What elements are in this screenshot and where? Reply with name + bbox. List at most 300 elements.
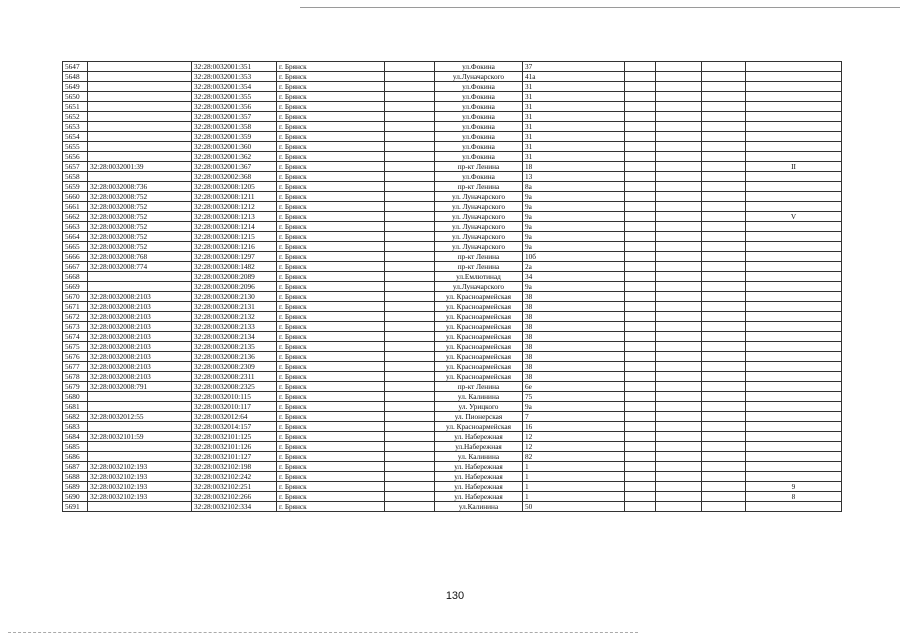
object-number-cell: 32:28:0032001:355 — [192, 92, 277, 102]
row-number-cell: 5663 — [63, 222, 88, 232]
house-number-cell: 13 — [523, 172, 625, 182]
row-number-cell: 5656 — [63, 152, 88, 162]
extra-cell-c — [702, 82, 746, 92]
street-cell: ул.Фокина — [435, 92, 523, 102]
house-number-cell: 41а — [523, 72, 625, 82]
city-cell: г. Брянск — [277, 132, 385, 142]
parcel-number-cell: 32:28:0032008:2103 — [88, 362, 192, 372]
note-cell — [746, 302, 842, 312]
blank-cell — [385, 242, 435, 252]
note-cell — [746, 102, 842, 112]
extra-cell-b — [656, 92, 702, 102]
extra-cell-c — [702, 272, 746, 282]
note-cell — [746, 362, 842, 372]
row-number-cell: 5685 — [63, 442, 88, 452]
parcel-number-cell: 32:28:0032008:2103 — [88, 352, 192, 362]
street-cell: ул.Емлютинад — [435, 272, 523, 282]
note-cell — [746, 172, 842, 182]
table-row — [63, 492, 842, 502]
house-number-cell: 2а — [523, 262, 625, 272]
parcel-number-cell: 32:28:0032008:2103 — [88, 322, 192, 332]
note-cell: II — [746, 162, 842, 172]
note-cell — [746, 242, 842, 252]
extra-cell-b — [656, 102, 702, 112]
city-cell: г. Брянск — [277, 422, 385, 432]
table-row — [63, 122, 842, 132]
extra-cell-b — [656, 232, 702, 242]
table-row — [63, 452, 842, 462]
street-cell: ул. Набережная — [435, 462, 523, 472]
city-cell: г. Брянск — [277, 272, 385, 282]
street-cell: ул. Красноармейская — [435, 422, 523, 432]
extra-cell-a — [625, 332, 656, 342]
house-number-cell: 31 — [523, 132, 625, 142]
row-number-cell: 5664 — [63, 232, 88, 242]
note-cell: 8 — [746, 492, 842, 502]
street-cell: ул. Набережная — [435, 482, 523, 492]
house-number-cell: 31 — [523, 142, 625, 152]
street-cell: ул.Фокина — [435, 122, 523, 132]
extra-cell-c — [702, 462, 746, 472]
extra-cell-a — [625, 322, 656, 332]
registry-body — [63, 62, 842, 512]
parcel-number-cell: 32:28:0032008:2103 — [88, 302, 192, 312]
house-number-cell: 31 — [523, 152, 625, 162]
parcel-number-cell — [88, 72, 192, 82]
street-cell: пр-кт Ленина — [435, 182, 523, 192]
table-row — [63, 192, 842, 202]
city-cell: г. Брянск — [277, 212, 385, 222]
extra-cell-a — [625, 492, 656, 502]
extra-cell-b — [656, 442, 702, 452]
street-cell: ул. Красноармейская — [435, 362, 523, 372]
extra-cell-c — [702, 222, 746, 232]
object-number-cell: 32:28:0032101:126 — [192, 442, 277, 452]
extra-cell-c — [702, 132, 746, 142]
city-cell: г. Брянск — [277, 222, 385, 232]
street-cell: ул.Фокина — [435, 82, 523, 92]
extra-cell-c — [702, 162, 746, 172]
note-cell — [746, 82, 842, 92]
city-cell: г. Брянск — [277, 372, 385, 382]
extra-cell-b — [656, 282, 702, 292]
street-cell: ул. Луначарского — [435, 242, 523, 252]
extra-cell-a — [625, 502, 656, 512]
blank-cell — [385, 272, 435, 282]
house-number-cell: 9а — [523, 282, 625, 292]
extra-cell-b — [656, 462, 702, 472]
house-number-cell: 38 — [523, 322, 625, 332]
table-row — [63, 142, 842, 152]
parcel-number-cell: 32:28:0032001:39 — [88, 162, 192, 172]
note-cell — [746, 372, 842, 382]
row-number-cell: 5661 — [63, 202, 88, 212]
blank-cell — [385, 72, 435, 82]
extra-cell-c — [702, 312, 746, 322]
city-cell: г. Брянск — [277, 162, 385, 172]
row-number-cell: 5683 — [63, 422, 88, 432]
house-number-cell: 31 — [523, 82, 625, 92]
extra-cell-a — [625, 212, 656, 222]
parcel-number-cell: 32:28:0032102:193 — [88, 472, 192, 482]
street-cell: ул.Луначарского — [435, 282, 523, 292]
table-row — [63, 302, 842, 312]
page-number: 130 — [445, 590, 465, 602]
extra-cell-c — [702, 472, 746, 482]
house-number-cell: 9а — [523, 222, 625, 232]
house-number-cell: 1 — [523, 492, 625, 502]
note-cell — [746, 62, 842, 72]
city-cell: г. Брянск — [277, 492, 385, 502]
table-row — [63, 222, 842, 232]
extra-cell-a — [625, 252, 656, 262]
table-row — [63, 82, 842, 92]
street-cell: пр-кт Ленина — [435, 382, 523, 392]
object-number-cell: 32:28:0032102:242 — [192, 472, 277, 482]
extra-cell-a — [625, 452, 656, 462]
blank-cell — [385, 122, 435, 132]
parcel-number-cell — [88, 502, 192, 512]
parcel-number-cell: 32:28:0032008:2103 — [88, 372, 192, 382]
note-cell — [746, 182, 842, 192]
extra-cell-c — [702, 442, 746, 452]
blank-cell — [385, 192, 435, 202]
house-number-cell: 31 — [523, 102, 625, 112]
blank-cell — [385, 162, 435, 172]
extra-cell-c — [702, 302, 746, 312]
extra-cell-a — [625, 422, 656, 432]
table-row — [63, 162, 842, 172]
row-number-cell: 5682 — [63, 412, 88, 422]
extra-cell-c — [702, 62, 746, 72]
table-row — [63, 382, 842, 392]
parcel-number-cell: 32:28:0032008:774 — [88, 262, 192, 272]
city-cell: г. Брянск — [277, 472, 385, 482]
object-number-cell: 32:28:0032102:266 — [192, 492, 277, 502]
row-number-cell: 5666 — [63, 252, 88, 262]
table-row — [63, 172, 842, 182]
blank-cell — [385, 392, 435, 402]
table-row — [63, 92, 842, 102]
object-number-cell: 32:28:0032010:115 — [192, 392, 277, 402]
object-number-cell: 32:28:0032010:117 — [192, 402, 277, 412]
extra-cell-c — [702, 212, 746, 222]
extra-cell-a — [625, 122, 656, 132]
city-cell: г. Брянск — [277, 182, 385, 192]
table-row — [63, 272, 842, 282]
note-cell — [746, 462, 842, 472]
note-cell — [746, 252, 842, 262]
city-cell: г. Брянск — [277, 342, 385, 352]
extra-cell-b — [656, 312, 702, 322]
extra-cell-c — [702, 172, 746, 182]
row-number-cell: 5672 — [63, 312, 88, 322]
house-number-cell: 9а — [523, 242, 625, 252]
registry-table — [62, 61, 842, 512]
extra-cell-b — [656, 292, 702, 302]
object-number-cell: 32:28:0032001:360 — [192, 142, 277, 152]
house-number-cell: 82 — [523, 452, 625, 462]
table-row — [63, 502, 842, 512]
parcel-number-cell: 32:28:0032102:193 — [88, 482, 192, 492]
parcel-number-cell — [88, 102, 192, 112]
extra-cell-c — [702, 432, 746, 442]
table-row — [63, 232, 842, 242]
parcel-number-cell: 32:28:0032008:752 — [88, 202, 192, 212]
object-number-cell: 32:28:0032008:1214 — [192, 222, 277, 232]
extra-cell-c — [702, 422, 746, 432]
extra-cell-b — [656, 412, 702, 422]
street-cell: ул.Набережная — [435, 442, 523, 452]
house-number-cell: 10б — [523, 252, 625, 262]
street-cell: ул. Луначарского — [435, 202, 523, 212]
row-number-cell: 5688 — [63, 472, 88, 482]
table-row — [63, 72, 842, 82]
row-number-cell: 5659 — [63, 182, 88, 192]
extra-cell-a — [625, 62, 656, 72]
extra-cell-b — [656, 262, 702, 272]
blank-cell — [385, 462, 435, 472]
extra-cell-a — [625, 442, 656, 452]
street-cell: ул. Красноармейская — [435, 332, 523, 342]
table-row — [63, 202, 842, 212]
house-number-cell: 9а — [523, 212, 625, 222]
city-cell: г. Брянск — [277, 262, 385, 272]
city-cell: г. Брянск — [277, 282, 385, 292]
object-number-cell: 32:28:0032101:125 — [192, 432, 277, 442]
house-number-cell: 38 — [523, 312, 625, 322]
note-cell — [746, 222, 842, 232]
blank-cell — [385, 132, 435, 142]
city-cell: г. Брянск — [277, 72, 385, 82]
city-cell: г. Брянск — [277, 202, 385, 212]
object-number-cell: 32:28:0032008:2311 — [192, 372, 277, 382]
parcel-number-cell: 32:28:0032008:736 — [88, 182, 192, 192]
note-cell — [746, 262, 842, 272]
object-number-cell: 32:28:0032001:354 — [192, 82, 277, 92]
row-number-cell: 5665 — [63, 242, 88, 252]
note-cell — [746, 422, 842, 432]
house-number-cell: 16 — [523, 422, 625, 432]
extra-cell-b — [656, 502, 702, 512]
object-number-cell: 32:28:0032008:2325 — [192, 382, 277, 392]
street-cell: ул. Луначарского — [435, 222, 523, 232]
row-number-cell: 5689 — [63, 482, 88, 492]
extra-cell-a — [625, 132, 656, 142]
street-cell: ул. Урицкого — [435, 402, 523, 412]
blank-cell — [385, 302, 435, 312]
city-cell: г. Брянск — [277, 412, 385, 422]
city-cell: г. Брянск — [277, 112, 385, 122]
note-cell — [746, 392, 842, 402]
street-cell: ул.Фокина — [435, 112, 523, 122]
row-number-cell: 5673 — [63, 322, 88, 332]
extra-cell-c — [702, 192, 746, 202]
extra-cell-a — [625, 352, 656, 362]
table-row — [63, 342, 842, 352]
parcel-number-cell — [88, 452, 192, 462]
parcel-number-cell: 32:28:0032008:752 — [88, 192, 192, 202]
street-cell: ул. Набережная — [435, 472, 523, 482]
note-cell: 9 — [746, 482, 842, 492]
house-number-cell: 1 — [523, 462, 625, 472]
city-cell: г. Брянск — [277, 502, 385, 512]
street-cell: ул. Красноармейская — [435, 372, 523, 382]
object-number-cell: 32:28:0032008:2089 — [192, 272, 277, 282]
extra-cell-b — [656, 212, 702, 222]
row-number-cell: 5667 — [63, 262, 88, 272]
extra-cell-c — [702, 292, 746, 302]
parcel-number-cell — [88, 152, 192, 162]
top-rule — [300, 7, 900, 8]
street-cell: ул.Луначарского — [435, 72, 523, 82]
street-cell: ул. Луначарского — [435, 212, 523, 222]
note-cell — [746, 272, 842, 282]
city-cell: г. Брянск — [277, 142, 385, 152]
street-cell: ул. Пионерская — [435, 412, 523, 422]
object-number-cell: 32:28:0032001:367 — [192, 162, 277, 172]
row-number-cell: 5662 — [63, 212, 88, 222]
table-row — [63, 182, 842, 192]
extra-cell-c — [702, 112, 746, 122]
extra-cell-a — [625, 262, 656, 272]
parcel-number-cell: 32:28:0032102:193 — [88, 492, 192, 502]
extra-cell-c — [702, 482, 746, 492]
object-number-cell: 32:28:0032008:2134 — [192, 332, 277, 342]
extra-cell-a — [625, 142, 656, 152]
blank-cell — [385, 492, 435, 502]
parcel-number-cell — [88, 142, 192, 152]
extra-cell-c — [702, 492, 746, 502]
blank-cell — [385, 422, 435, 432]
extra-cell-a — [625, 202, 656, 212]
city-cell: г. Брянск — [277, 302, 385, 312]
blank-cell — [385, 102, 435, 112]
note-cell — [746, 472, 842, 482]
note-cell — [746, 72, 842, 82]
blank-cell — [385, 112, 435, 122]
extra-cell-b — [656, 382, 702, 392]
parcel-number-cell: 32:28:0032008:768 — [88, 252, 192, 262]
house-number-cell: 31 — [523, 92, 625, 102]
row-number-cell: 5651 — [63, 102, 88, 112]
object-number-cell: 32:28:0032008:2136 — [192, 352, 277, 362]
note-cell — [746, 332, 842, 342]
row-number-cell: 5657 — [63, 162, 88, 172]
extra-cell-b — [656, 222, 702, 232]
table-row — [63, 352, 842, 362]
extra-cell-b — [656, 492, 702, 502]
table-row — [63, 132, 842, 142]
table-row — [63, 212, 842, 222]
extra-cell-b — [656, 252, 702, 262]
object-number-cell: 32:28:0032008:1212 — [192, 202, 277, 212]
row-number-cell: 5671 — [63, 302, 88, 312]
extra-cell-a — [625, 392, 656, 402]
extra-cell-c — [702, 72, 746, 82]
extra-cell-a — [625, 292, 656, 302]
blank-cell — [385, 382, 435, 392]
blank-cell — [385, 182, 435, 192]
object-number-cell: 32:28:0032002:368 — [192, 172, 277, 182]
extra-cell-a — [625, 342, 656, 352]
extra-cell-a — [625, 162, 656, 172]
extra-cell-b — [656, 332, 702, 342]
row-number-cell: 5660 — [63, 192, 88, 202]
note-cell — [746, 322, 842, 332]
note-cell — [746, 92, 842, 102]
extra-cell-c — [702, 282, 746, 292]
city-cell: г. Брянск — [277, 452, 385, 462]
street-cell: ул.Фокина — [435, 62, 523, 72]
house-number-cell: 1 — [523, 482, 625, 492]
extra-cell-b — [656, 242, 702, 252]
parcel-number-cell — [88, 272, 192, 282]
row-number-cell: 5675 — [63, 342, 88, 352]
parcel-number-cell: 32:28:0032008:2103 — [88, 332, 192, 342]
table-row — [63, 62, 842, 72]
extra-cell-b — [656, 112, 702, 122]
house-number-cell: 37 — [523, 62, 625, 72]
extra-cell-a — [625, 402, 656, 412]
blank-cell — [385, 312, 435, 322]
row-number-cell: 5647 — [63, 62, 88, 72]
extra-cell-c — [702, 322, 746, 332]
row-number-cell: 5649 — [63, 82, 88, 92]
city-cell: г. Брянск — [277, 122, 385, 132]
blank-cell — [385, 292, 435, 302]
house-number-cell: 1 — [523, 472, 625, 482]
table-row — [63, 152, 842, 162]
extra-cell-c — [702, 352, 746, 362]
parcel-number-cell — [88, 122, 192, 132]
house-number-cell: 9а — [523, 402, 625, 412]
city-cell: г. Брянск — [277, 62, 385, 72]
house-number-cell: 38 — [523, 332, 625, 342]
street-cell: ул. Калинина — [435, 392, 523, 402]
parcel-number-cell — [88, 132, 192, 142]
extra-cell-a — [625, 432, 656, 442]
object-number-cell: 32:28:0032008:2135 — [192, 342, 277, 352]
blank-cell — [385, 142, 435, 152]
city-cell: г. Брянск — [277, 352, 385, 362]
blank-cell — [385, 282, 435, 292]
extra-cell-c — [702, 332, 746, 342]
row-number-cell: 5679 — [63, 382, 88, 392]
house-number-cell: 8а — [523, 182, 625, 192]
house-number-cell: 12 — [523, 442, 625, 452]
blank-cell — [385, 232, 435, 242]
extra-cell-b — [656, 302, 702, 312]
table-row — [63, 482, 842, 492]
street-cell: ул.Калинина — [435, 502, 523, 512]
parcel-number-cell — [88, 112, 192, 122]
extra-cell-a — [625, 302, 656, 312]
note-cell — [746, 352, 842, 362]
table-row — [63, 112, 842, 122]
street-cell: ул.Фокина — [435, 142, 523, 152]
parcel-number-cell — [88, 172, 192, 182]
parcel-number-cell: 32:28:0032101:59 — [88, 432, 192, 442]
note-cell — [746, 282, 842, 292]
house-number-cell: 9а — [523, 202, 625, 212]
blank-cell — [385, 172, 435, 182]
house-number-cell: 31 — [523, 122, 625, 132]
city-cell: г. Брянск — [277, 292, 385, 302]
extra-cell-c — [702, 242, 746, 252]
row-number-cell: 5680 — [63, 392, 88, 402]
extra-cell-a — [625, 82, 656, 92]
